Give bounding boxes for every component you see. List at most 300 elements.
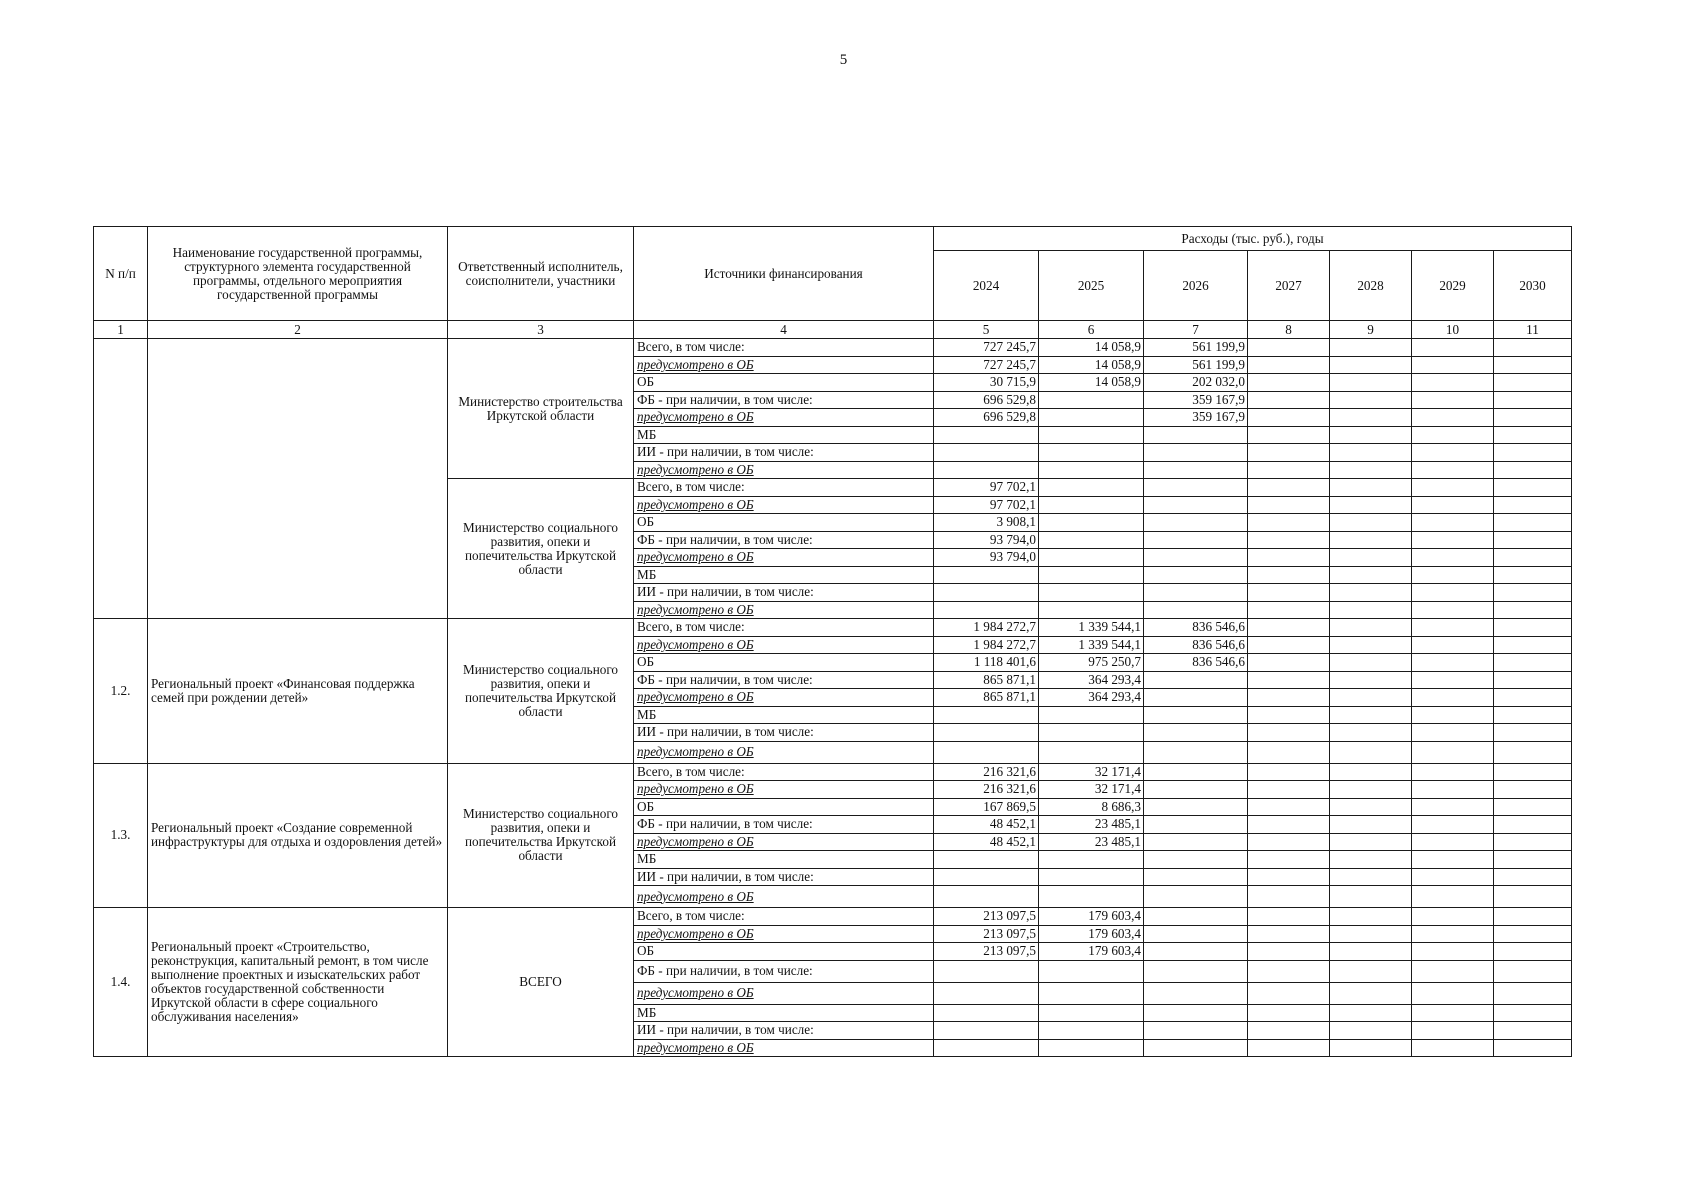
amount-cell-2026 (1144, 960, 1248, 982)
amount-cell-2028 (1330, 925, 1412, 943)
amount-cell-2024: 167 869,5 (934, 798, 1039, 816)
amount-cell-2030 (1494, 356, 1572, 374)
amount-cell-2026: 836 546,6 (1144, 636, 1248, 654)
amount-cell-2030 (1494, 943, 1572, 961)
amount-cell-2026 (1144, 982, 1248, 1004)
amount-cell-2024: 213 097,5 (934, 908, 1039, 926)
amount-cell-2026: 202 032,0 (1144, 374, 1248, 392)
amount-cell-2030 (1494, 982, 1572, 1004)
amount-cell-2024: 30 715,9 (934, 374, 1039, 392)
amount-cell-2027 (1248, 1022, 1330, 1040)
funding-source: предусмотрено в ОБ (634, 886, 934, 908)
amount-cell-2026 (1144, 851, 1248, 869)
amount-cell-2027 (1248, 496, 1330, 514)
funding-source: МБ (634, 566, 934, 584)
amount-cell-2029 (1412, 601, 1494, 619)
amount-cell-2028 (1330, 496, 1412, 514)
amount-cell-2028 (1330, 851, 1412, 869)
amount-cell-2024 (934, 851, 1039, 869)
funding-source: ФБ - при наличии, в том числе: (634, 671, 934, 689)
amount-cell-2026: 836 546,6 (1144, 654, 1248, 672)
funding-source: ФБ - при наличии, в том числе: (634, 531, 934, 549)
amount-cell-2027 (1248, 741, 1330, 763)
amount-cell-2027 (1248, 1039, 1330, 1057)
program-name: Региональный проект «Строительство, реконструкция, капитальный ремонт, в том числе выполнение проектных и изыскательских работ объектов государственной собственности Иркутской области в сфере социального обслуживания населения» (148, 908, 448, 1057)
amount-cell-2026 (1144, 763, 1248, 781)
funding-source: предусмотрено в ОБ (634, 689, 934, 707)
amount-cell-2026 (1144, 798, 1248, 816)
amount-cell-2030 (1494, 339, 1572, 357)
amount-cell-2028 (1330, 868, 1412, 886)
amount-cell-2024: 865 871,1 (934, 689, 1039, 707)
amount-cell-2028 (1330, 339, 1412, 357)
amount-cell-2028 (1330, 374, 1412, 392)
amount-cell-2025 (1039, 1004, 1144, 1022)
amount-cell-2025: 1 339 544,1 (1039, 619, 1144, 637)
funding-source: предусмотрено в ОБ (634, 356, 934, 374)
header-year-2028: 2028 (1330, 251, 1412, 321)
funding-source: предусмотрено в ОБ (634, 461, 934, 479)
amount-cell-2028 (1330, 461, 1412, 479)
amount-cell-2028 (1330, 636, 1412, 654)
column-number: 3 (448, 321, 634, 339)
amount-cell-2026: 561 199,9 (1144, 356, 1248, 374)
funding-source: ОБ (634, 943, 934, 961)
amount-cell-2027 (1248, 374, 1330, 392)
amount-cell-2027 (1248, 339, 1330, 357)
amount-cell-2024: 727 245,7 (934, 356, 1039, 374)
amount-cell-2027 (1248, 619, 1330, 637)
amount-cell-2024: 93 794,0 (934, 549, 1039, 567)
amount-cell-2027 (1248, 943, 1330, 961)
funding-source: предусмотрено в ОБ (634, 781, 934, 799)
amount-cell-2030 (1494, 781, 1572, 799)
amount-cell-2030 (1494, 619, 1572, 637)
amount-cell-2026 (1144, 1004, 1248, 1022)
amount-cell-2025 (1039, 426, 1144, 444)
amount-cell-2030 (1494, 584, 1572, 602)
table-row (94, 339, 1572, 357)
amount-cell-2029 (1412, 584, 1494, 602)
amount-cell-2028 (1330, 886, 1412, 908)
amount-cell-2026 (1144, 444, 1248, 462)
amount-cell-2027 (1248, 908, 1330, 926)
amount-cell-2024 (934, 886, 1039, 908)
amount-cell-2027 (1248, 925, 1330, 943)
amount-cell-2028 (1330, 1022, 1412, 1040)
amount-cell-2025 (1039, 409, 1144, 427)
amount-cell-2030 (1494, 1022, 1572, 1040)
amount-cell-2027 (1248, 514, 1330, 532)
amount-cell-2025 (1039, 868, 1144, 886)
amount-cell-2025: 179 603,4 (1039, 943, 1144, 961)
amount-cell-2025: 14 058,9 (1039, 356, 1144, 374)
amount-cell-2025: 23 485,1 (1039, 816, 1144, 834)
amount-cell-2024: 97 702,1 (934, 479, 1039, 497)
amount-cell-2029 (1412, 374, 1494, 392)
amount-cell-2029 (1412, 943, 1494, 961)
funding-source: ОБ (634, 514, 934, 532)
executor: Министерство социального развития, опеки и попечительства Иркутской области (448, 763, 634, 908)
amount-cell-2028 (1330, 601, 1412, 619)
amount-cell-2024: 213 097,5 (934, 943, 1039, 961)
amount-cell-2027 (1248, 833, 1330, 851)
amount-cell-2028 (1330, 724, 1412, 742)
amount-cell-2024 (934, 868, 1039, 886)
table-row (94, 619, 1572, 637)
amount-cell-2024 (934, 461, 1039, 479)
amount-cell-2029 (1412, 689, 1494, 707)
amount-cell-2025: 179 603,4 (1039, 925, 1144, 943)
amount-cell-2030 (1494, 531, 1572, 549)
amount-cell-2026 (1144, 689, 1248, 707)
amount-cell-2030 (1494, 908, 1572, 926)
amount-cell-2027 (1248, 444, 1330, 462)
column-number: 9 (1330, 321, 1412, 339)
amount-cell-2025: 32 171,4 (1039, 763, 1144, 781)
funding-source: предусмотрено в ОБ (634, 549, 934, 567)
funding-source: ФБ - при наличии, в том числе: (634, 960, 934, 982)
amount-cell-2029 (1412, 339, 1494, 357)
funding-source: ИИ - при наличии, в том числе: (634, 724, 934, 742)
amount-cell-2027 (1248, 391, 1330, 409)
amount-cell-2027 (1248, 886, 1330, 908)
row-number (94, 339, 148, 619)
amount-cell-2024 (934, 1004, 1039, 1022)
amount-cell-2025 (1039, 549, 1144, 567)
amount-cell-2025: 14 058,9 (1039, 374, 1144, 392)
amount-cell-2024: 48 452,1 (934, 816, 1039, 834)
amount-cell-2024 (934, 1022, 1039, 1040)
header-year-2025: 2025 (1039, 251, 1144, 321)
amount-cell-2024: 213 097,5 (934, 925, 1039, 943)
amount-cell-2025 (1039, 1039, 1144, 1057)
amount-cell-2029 (1412, 409, 1494, 427)
column-number: 11 (1494, 321, 1572, 339)
amount-cell-2024 (934, 601, 1039, 619)
amount-cell-2030 (1494, 851, 1572, 869)
amount-cell-2025 (1039, 741, 1144, 763)
funding-source: ИИ - при наличии, в том числе: (634, 1022, 934, 1040)
table-row (94, 763, 1572, 781)
amount-cell-2024: 696 529,8 (934, 391, 1039, 409)
amount-cell-2030 (1494, 461, 1572, 479)
amount-cell-2025 (1039, 566, 1144, 584)
amount-cell-2028 (1330, 356, 1412, 374)
amount-cell-2030 (1494, 1004, 1572, 1022)
program-name: Региональный проект «Финансовая поддержка семей при рождении детей» (148, 619, 448, 764)
amount-cell-2026 (1144, 531, 1248, 549)
amount-cell-2028 (1330, 1039, 1412, 1057)
amount-cell-2024 (934, 960, 1039, 982)
amount-cell-2030 (1494, 601, 1572, 619)
amount-cell-2030 (1494, 654, 1572, 672)
amount-cell-2030 (1494, 689, 1572, 707)
amount-cell-2026 (1144, 566, 1248, 584)
amount-cell-2029 (1412, 619, 1494, 637)
amount-cell-2030 (1494, 479, 1572, 497)
amount-cell-2029 (1412, 356, 1494, 374)
amount-cell-2028 (1330, 816, 1412, 834)
funding-source: Всего, в том числе: (634, 619, 934, 637)
amount-cell-2029 (1412, 1022, 1494, 1040)
amount-cell-2028 (1330, 1004, 1412, 1022)
amount-cell-2026 (1144, 514, 1248, 532)
amount-cell-2026 (1144, 943, 1248, 961)
amount-cell-2028 (1330, 982, 1412, 1004)
executor: Министерство строительства Иркутской области (448, 339, 634, 479)
amount-cell-2029 (1412, 982, 1494, 1004)
amount-cell-2030 (1494, 925, 1572, 943)
header-executor: Ответственный исполнитель, соисполнители, участники (448, 227, 634, 321)
header-year-2029: 2029 (1412, 251, 1494, 321)
executor: Министерство социального развития, опеки и попечительства Иркутской области (448, 479, 634, 619)
amount-cell-2025: 14 058,9 (1039, 339, 1144, 357)
amount-cell-2030 (1494, 886, 1572, 908)
column-number: 8 (1248, 321, 1330, 339)
amount-cell-2030 (1494, 636, 1572, 654)
amount-cell-2026 (1144, 868, 1248, 886)
amount-cell-2024 (934, 444, 1039, 462)
header-year-2024: 2024 (934, 251, 1039, 321)
amount-cell-2027 (1248, 601, 1330, 619)
amount-cell-2028 (1330, 654, 1412, 672)
funding-source: ФБ - при наличии, в том числе: (634, 391, 934, 409)
amount-cell-2024 (934, 1039, 1039, 1057)
amount-cell-2024 (934, 724, 1039, 742)
funding-source: МБ (634, 1004, 934, 1022)
amount-cell-2024: 216 321,6 (934, 781, 1039, 799)
amount-cell-2026: 359 167,9 (1144, 409, 1248, 427)
amount-cell-2025 (1039, 724, 1144, 742)
amount-cell-2029 (1412, 636, 1494, 654)
amount-cell-2025 (1039, 391, 1144, 409)
program-name: Региональный проект «Создание современной инфраструктуры для отдыха и оздоровления детей» (148, 763, 448, 908)
amount-cell-2030 (1494, 1039, 1572, 1057)
amount-cell-2025: 364 293,4 (1039, 671, 1144, 689)
amount-cell-2027 (1248, 461, 1330, 479)
amount-cell-2024 (934, 566, 1039, 584)
amount-cell-2026: 561 199,9 (1144, 339, 1248, 357)
amount-cell-2024 (934, 584, 1039, 602)
amount-cell-2028 (1330, 409, 1412, 427)
column-number: 5 (934, 321, 1039, 339)
amount-cell-2027 (1248, 479, 1330, 497)
funding-source: ИИ - при наличии, в том числе: (634, 444, 934, 462)
funding-source: Всего, в том числе: (634, 763, 934, 781)
amount-cell-2027 (1248, 763, 1330, 781)
amount-cell-2028 (1330, 781, 1412, 799)
amount-cell-2030 (1494, 549, 1572, 567)
amount-cell-2030 (1494, 444, 1572, 462)
amount-cell-2026: 359 167,9 (1144, 391, 1248, 409)
amount-cell-2029 (1412, 706, 1494, 724)
amount-cell-2025: 8 686,3 (1039, 798, 1144, 816)
amount-cell-2027 (1248, 584, 1330, 602)
amount-cell-2026 (1144, 741, 1248, 763)
amount-cell-2025 (1039, 444, 1144, 462)
amount-cell-2029 (1412, 851, 1494, 869)
amount-cell-2027 (1248, 960, 1330, 982)
amount-cell-2029 (1412, 514, 1494, 532)
header-name: Наименование государственной программы, структурного элемента государственной программы, отдельного мероприятия государственной программы (148, 227, 448, 321)
funding-source: предусмотрено в ОБ (634, 1039, 934, 1057)
amount-cell-2030 (1494, 671, 1572, 689)
amount-cell-2030 (1494, 798, 1572, 816)
amount-cell-2024: 1 984 272,7 (934, 619, 1039, 637)
amount-cell-2029 (1412, 1039, 1494, 1057)
table-row (94, 908, 1572, 926)
amount-cell-2024: 48 452,1 (934, 833, 1039, 851)
amount-cell-2030 (1494, 496, 1572, 514)
amount-cell-2028 (1330, 444, 1412, 462)
amount-cell-2030 (1494, 514, 1572, 532)
amount-cell-2026 (1144, 816, 1248, 834)
amount-cell-2029 (1412, 1004, 1494, 1022)
page-number: 5 (839, 52, 848, 68)
amount-cell-2028 (1330, 584, 1412, 602)
amount-cell-2030 (1494, 833, 1572, 851)
amount-cell-2028 (1330, 566, 1412, 584)
amount-cell-2030 (1494, 409, 1572, 427)
amount-cell-2029 (1412, 444, 1494, 462)
funding-source: предусмотрено в ОБ (634, 409, 934, 427)
amount-cell-2027 (1248, 566, 1330, 584)
amount-cell-2025 (1039, 496, 1144, 514)
amount-cell-2029 (1412, 868, 1494, 886)
amount-cell-2028 (1330, 479, 1412, 497)
amount-cell-2024: 1 118 401,6 (934, 654, 1039, 672)
amount-cell-2027 (1248, 531, 1330, 549)
amount-cell-2029 (1412, 781, 1494, 799)
header-n: N п/п (94, 227, 148, 321)
amount-cell-2029 (1412, 960, 1494, 982)
amount-cell-2024: 93 794,0 (934, 531, 1039, 549)
amount-cell-2028 (1330, 531, 1412, 549)
amount-cell-2026 (1144, 479, 1248, 497)
amount-cell-2025 (1039, 461, 1144, 479)
executor: ВСЕГО (448, 908, 634, 1057)
row-number: 1.2. (94, 619, 148, 764)
amount-cell-2029 (1412, 549, 1494, 567)
amount-cell-2030 (1494, 566, 1572, 584)
row-number: 1.4. (94, 908, 148, 1057)
amount-cell-2029 (1412, 461, 1494, 479)
amount-cell-2026 (1144, 1039, 1248, 1057)
amount-cell-2028 (1330, 391, 1412, 409)
amount-cell-2030 (1494, 741, 1572, 763)
amount-cell-2027 (1248, 689, 1330, 707)
amount-cell-2029 (1412, 908, 1494, 926)
funding-source: ФБ - при наличии, в том числе: (634, 816, 934, 834)
amount-cell-2028 (1330, 514, 1412, 532)
amount-cell-2029 (1412, 798, 1494, 816)
funding-source: Всего, в том числе: (634, 479, 934, 497)
amount-cell-2028 (1330, 671, 1412, 689)
amount-cell-2028 (1330, 689, 1412, 707)
amount-cell-2028 (1330, 833, 1412, 851)
amount-cell-2027 (1248, 724, 1330, 742)
amount-cell-2026 (1144, 601, 1248, 619)
funding-source: предусмотрено в ОБ (634, 741, 934, 763)
amount-cell-2026 (1144, 781, 1248, 799)
amount-cell-2028 (1330, 943, 1412, 961)
amount-cell-2025 (1039, 886, 1144, 908)
amount-cell-2027 (1248, 982, 1330, 1004)
amount-cell-2029 (1412, 426, 1494, 444)
amount-cell-2025 (1039, 706, 1144, 724)
amount-cell-2024: 865 871,1 (934, 671, 1039, 689)
amount-cell-2025 (1039, 514, 1144, 532)
amount-cell-2026: 836 546,6 (1144, 619, 1248, 637)
funding-source: предусмотрено в ОБ (634, 833, 934, 851)
amount-cell-2026 (1144, 1022, 1248, 1040)
amount-cell-2028 (1330, 763, 1412, 781)
funding-source: предусмотрено в ОБ (634, 636, 934, 654)
amount-cell-2027 (1248, 798, 1330, 816)
column-number: 10 (1412, 321, 1494, 339)
amount-cell-2026 (1144, 461, 1248, 479)
amount-cell-2030 (1494, 426, 1572, 444)
funding-source: Всего, в том числе: (634, 908, 934, 926)
amount-cell-2030 (1494, 724, 1572, 742)
header-expenses: Расходы (тыс. руб.), годы (934, 227, 1572, 251)
amount-cell-2030 (1494, 960, 1572, 982)
funding-source: ИИ - при наличии, в том числе: (634, 868, 934, 886)
amount-cell-2027 (1248, 851, 1330, 869)
amount-cell-2030 (1494, 706, 1572, 724)
amount-cell-2025 (1039, 982, 1144, 1004)
funding-source: ИИ - при наличии, в том числе: (634, 584, 934, 602)
amount-cell-2025: 179 603,4 (1039, 908, 1144, 926)
amount-cell-2024 (934, 982, 1039, 1004)
amount-cell-2027 (1248, 636, 1330, 654)
funding-source: предусмотрено в ОБ (634, 496, 934, 514)
amount-cell-2026 (1144, 549, 1248, 567)
amount-cell-2024: 3 908,1 (934, 514, 1039, 532)
row-number: 1.3. (94, 763, 148, 908)
header-year-2030: 2030 (1494, 251, 1572, 321)
amount-cell-2030 (1494, 391, 1572, 409)
funding-source: МБ (634, 706, 934, 724)
funding-source: МБ (634, 426, 934, 444)
amount-cell-2028 (1330, 960, 1412, 982)
amount-cell-2027 (1248, 654, 1330, 672)
amount-cell-2027 (1248, 706, 1330, 724)
amount-cell-2027 (1248, 816, 1330, 834)
amount-cell-2030 (1494, 816, 1572, 834)
amount-cell-2026 (1144, 833, 1248, 851)
amount-cell-2027 (1248, 868, 1330, 886)
column-number: 4 (634, 321, 934, 339)
budget-table (93, 226, 1572, 1057)
amount-cell-2028 (1330, 706, 1412, 724)
funding-source: ОБ (634, 654, 934, 672)
amount-cell-2024: 216 321,6 (934, 763, 1039, 781)
amount-cell-2025 (1039, 1022, 1144, 1040)
amount-cell-2029 (1412, 531, 1494, 549)
amount-cell-2026 (1144, 724, 1248, 742)
amount-cell-2025 (1039, 584, 1144, 602)
amount-cell-2029 (1412, 833, 1494, 851)
amount-cell-2030 (1494, 868, 1572, 886)
amount-cell-2029 (1412, 763, 1494, 781)
amount-cell-2024: 696 529,8 (934, 409, 1039, 427)
amount-cell-2024: 727 245,7 (934, 339, 1039, 357)
amount-cell-2029 (1412, 816, 1494, 834)
header-year-2027: 2027 (1248, 251, 1330, 321)
amount-cell-2025 (1039, 960, 1144, 982)
